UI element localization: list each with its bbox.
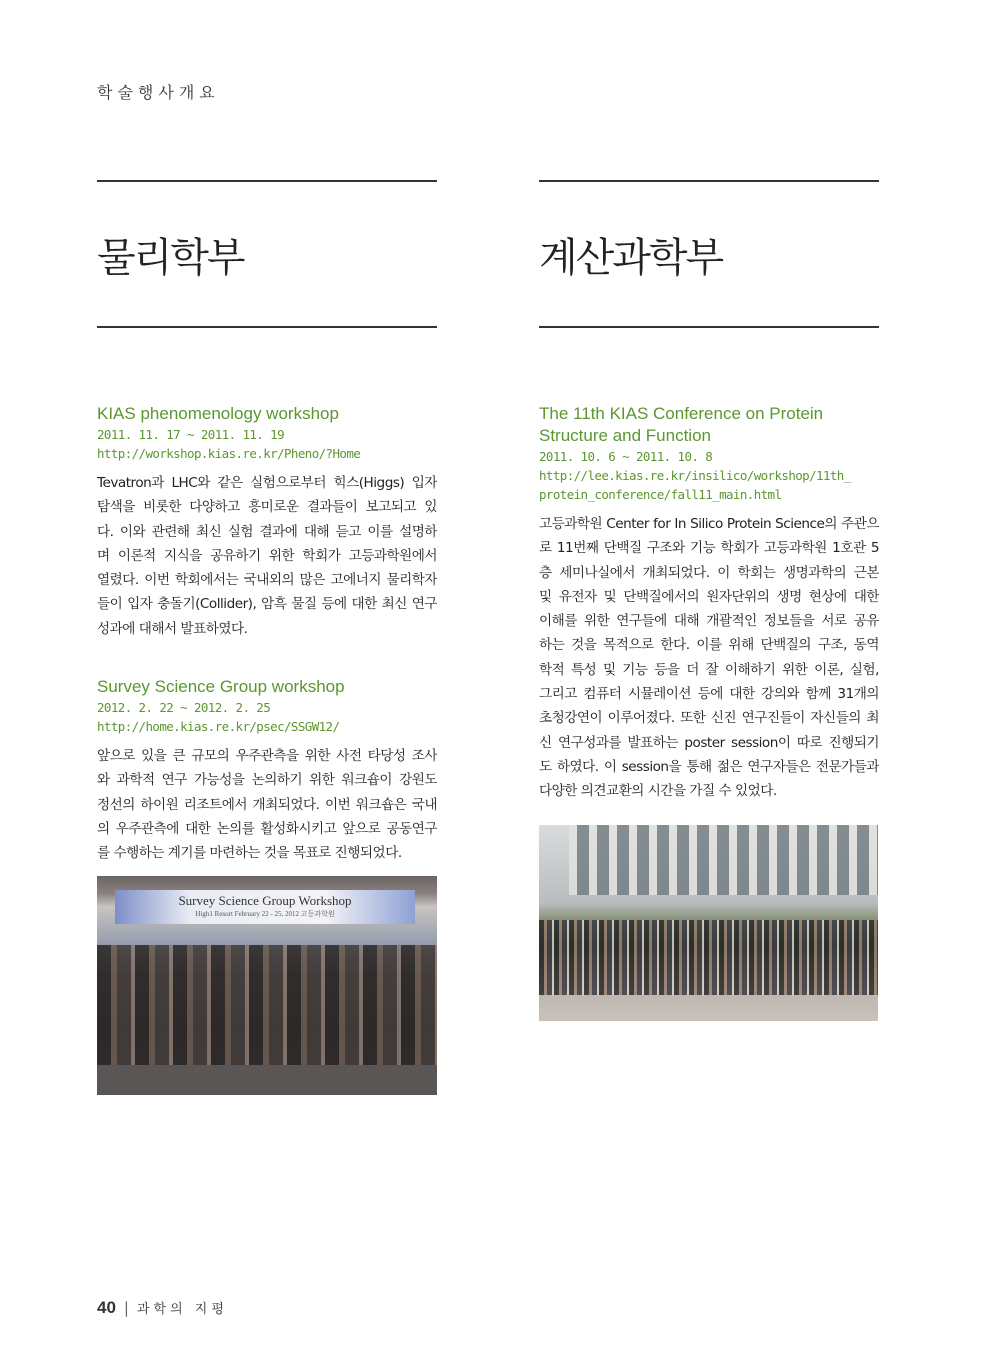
department-title-physics: 물리학부 <box>97 235 244 281</box>
event-title: Survey Science Group workshop <box>97 677 345 696</box>
description-line: 와 과학적 연구 가능성을 논의하기 위한 워크숍이 강원도 <box>97 772 437 789</box>
description-line: 성과에 대해서 발표하였다. <box>97 620 248 637</box>
description-line: 탐색을 비롯한 다양하고 흥미로운 결과들이 보고되고 있 <box>97 499 437 516</box>
photo-banner <box>115 890 415 924</box>
event-url[interactable]: http://home.kias.re.kr/psec/SSGW12/ <box>97 719 340 734</box>
event-url[interactable]: http://workshop.kias.re.kr/Pheno/?Home <box>97 446 361 461</box>
description-line: 학적 특성 및 기능 등을 더 잘 이해하기 위한 이론, 실험, <box>539 661 879 678</box>
description-line: 정선의 하이원 리조트에서 개최되었다. 이번 워크숍은 국내 <box>97 796 437 813</box>
divider <box>97 326 437 328</box>
description-line: 층 세미나실에서 개최되었다. 이 학회는 생명과학의 근본 <box>539 564 879 581</box>
crowd <box>539 920 878 995</box>
protein-group-photo <box>539 825 878 1021</box>
description-line: 며 이론적 지식을 공유하기 위한 학회가 고등과학원에서 <box>97 547 437 564</box>
description-line: 앞으로 있을 큰 규모의 우주관측을 위한 사전 타당성 조사 <box>97 748 437 764</box>
description-line: 하는 것을 목적으로 한다. 이를 위해 단백질의 구조, 동역 <box>539 637 879 654</box>
description-line: 다. 이와 관련해 최신 실험 결과에 대해 듣고 이를 설명하 <box>97 523 437 540</box>
magazine-name: 과학의 지평 <box>136 1302 228 1317</box>
description-line: 의 우주관측에 대한 논의를 활성화시키고 앞으로 공동연구 <box>97 820 437 837</box>
department-title-computational: 계산과학부 <box>539 235 723 281</box>
event-ssg <box>97 676 437 865</box>
section-label: 학술행사개요 <box>97 83 220 102</box>
event-description <box>97 744 437 865</box>
divider <box>539 180 879 182</box>
description-line: 신 연구성과를 발표하는 poster session이 따로 진행되기 <box>539 734 879 751</box>
event-date: 2012. 2. 22 ~ 2012. 2. 25 <box>97 700 271 715</box>
divider <box>97 180 437 182</box>
ssg-group-photo <box>97 876 437 1095</box>
event-pheno <box>97 403 437 641</box>
event-title: The 11th KIAS Conference on Protein <box>539 404 824 423</box>
event-date: 2011. 10. 6 ~ 2011. 10. 8 <box>539 449 713 464</box>
description-line: 초청강연이 이루어졌다. 또한 신진 연구진들이 자신들의 최 <box>539 710 879 727</box>
event-protein <box>539 403 879 804</box>
description-line: 들이 입자 충돌기(Collider), 암흑 물질 등에 대한 최신 연구 <box>97 596 437 613</box>
description-line: 그리고 컴퓨터 시뮬레이션 등에 대한 강의와 함께 31개의 <box>539 686 879 703</box>
footer-separator: | <box>123 1299 129 1317</box>
description-line: Tevatron과 LHC와 같은 실험으로부터 힉스(Higgs) 입자 <box>97 475 437 491</box>
event-title: KIAS phenomenology workshop <box>97 404 339 423</box>
event-title: Structure and Function <box>539 426 711 445</box>
description-line: 도 하였다. 이 session을 통해 젊은 연구자들은 전문가들과 <box>539 758 879 775</box>
event-date: 2011. 11. 17 ~ 2011. 11. 19 <box>97 427 284 442</box>
description-line: 열렸다. 이번 학회에서는 국내외의 많은 고에너지 물리학자 <box>97 572 437 589</box>
description-line: 이해를 위한 연구들에 대해 개괄적인 정보들을 서로 공유 <box>539 613 879 630</box>
building <box>569 825 878 895</box>
description-line: 고등과학원 Center for In Silico Protein Science의 주관으 <box>539 516 879 532</box>
banner-title: Survey Science Group Workshop <box>178 893 352 908</box>
event-url[interactable]: http://lee.kias.re.kr/insilico/workshop/11th_ <box>539 468 851 483</box>
event-description <box>539 512 879 804</box>
event-url[interactable]: protein_conference/fall11_main.html <box>539 487 782 502</box>
description-line: 및 유전자 및 단백질에서의 원자단위의 생명 현상에 대한 <box>539 588 879 605</box>
divider <box>539 326 879 328</box>
page-number: 40 <box>97 1298 116 1317</box>
event-description <box>97 471 437 641</box>
description-line: 를 수행하는 계기를 마련하는 것을 목표로 진행되었다. <box>97 845 402 862</box>
description-line: 다양한 의견교환의 시간을 가질 수 있었다. <box>539 783 777 800</box>
description-line: 로 11번째 단백질 구조와 기능 학회가 고등과학원 1호관 5 <box>539 540 879 557</box>
floor <box>97 1065 437 1095</box>
banner-subtitle: High1 Resort February 22 - 25, 2012 고등과학원 <box>195 910 335 918</box>
footer <box>97 1298 228 1318</box>
